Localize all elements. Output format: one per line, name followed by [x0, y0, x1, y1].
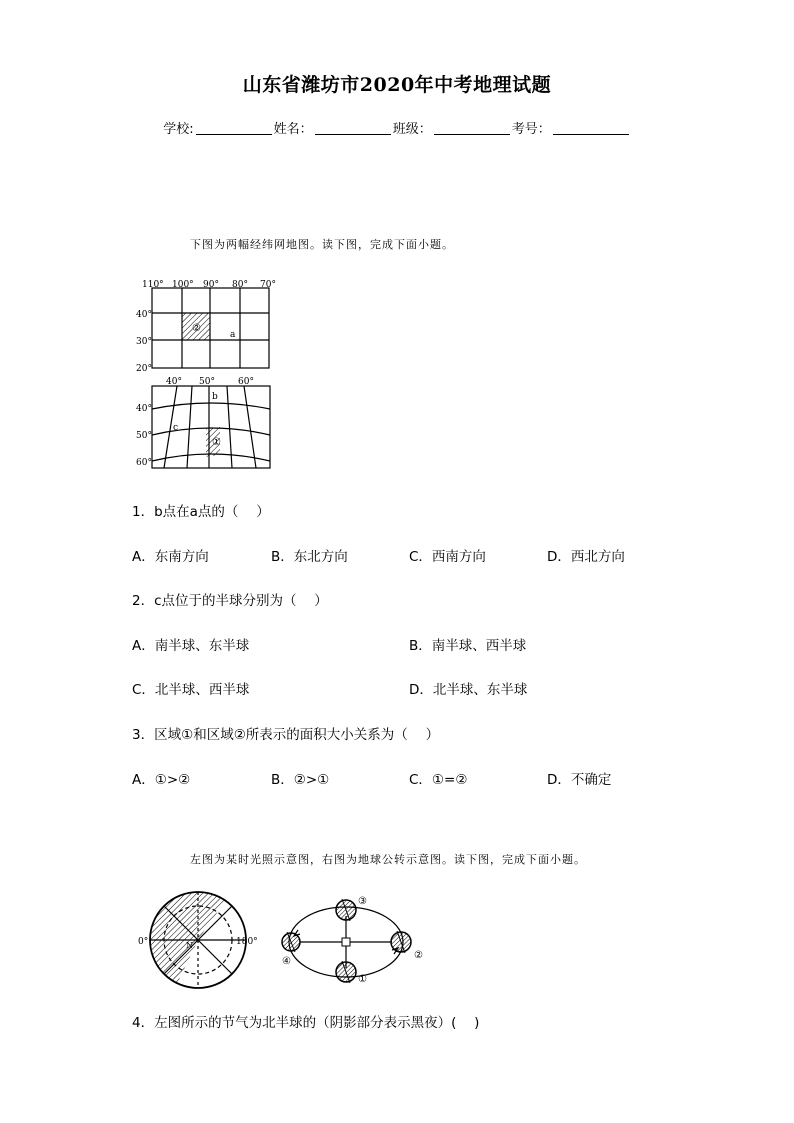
lon-label: 40°: [166, 377, 182, 387]
lon-label: 110°: [142, 280, 164, 290]
lon-label: 70°: [260, 280, 276, 290]
lat-label: 40°: [136, 404, 152, 414]
grid-lines: [152, 288, 269, 368]
lat-label: 40°: [136, 310, 152, 320]
lat-label: 30°: [136, 337, 152, 347]
position-2-label: ②: [414, 950, 423, 961]
student-info-line: [0, 118, 794, 137]
class-label: 班级：: [392, 122, 432, 137]
question-3-option-d[interactable]: D．不确定: [547, 772, 612, 788]
illumination-diagram: [136, 886, 260, 992]
graticule-map-1: [132, 276, 282, 374]
question-2-option-a[interactable]: A．南半球、东半球: [132, 638, 250, 654]
region-label: ①: [212, 437, 221, 448]
class-blank[interactable]: [434, 122, 510, 135]
position-1-label: ①: [358, 974, 367, 985]
point-a-label: a: [230, 330, 236, 340]
exam-no-label: 考号：: [511, 122, 551, 137]
question-3-option-c[interactable]: C．①=②: [409, 772, 468, 788]
lon-label: 50°: [199, 377, 215, 387]
question-2-option-b[interactable]: B．南半球、西半球: [409, 638, 527, 654]
page-title: 山东省潍坊市2020年中考地理试题: [242, 74, 552, 96]
question-2-stem: 2．c点位于的半球分别为（ ）: [132, 593, 328, 609]
question-1-option-c[interactable]: C．西南方向: [409, 549, 486, 565]
name-blank[interactable]: [315, 122, 391, 135]
earth-icon: [391, 931, 411, 953]
sun-icon: [342, 938, 350, 946]
name-label: 姓名：: [273, 122, 313, 137]
lat-label: 50°: [136, 431, 152, 441]
school-blank[interactable]: [196, 122, 272, 135]
question-1-option-a[interactable]: A．东南方向: [132, 549, 209, 565]
lon-label: 90°: [203, 280, 219, 290]
lon-label: 80°: [232, 280, 248, 290]
earth-icon: [336, 961, 356, 983]
question-1-stem: 1．b点在a点的（ ）: [132, 504, 270, 520]
region-label: ②: [192, 323, 201, 334]
lat-label: 60°: [136, 458, 152, 468]
question-2-option-d[interactable]: D．北半球、东半球: [409, 682, 528, 698]
point-c-label: c: [173, 423, 179, 433]
exam-no-blank[interactable]: [553, 122, 629, 135]
longitude-0-label: 0°: [138, 937, 149, 947]
north-pole-label: N: [186, 941, 193, 950]
graticule-map-2: [132, 373, 282, 473]
position-4-label: ④: [282, 956, 291, 967]
orbit-diagram: [280, 890, 430, 990]
question-1-option-d[interactable]: D．西北方向: [547, 549, 625, 565]
lon-label: 100°: [172, 280, 194, 290]
intro-text-2: 左图为某时光照示意图，右图为地球公转示意图。读下图，完成下面小题。: [190, 853, 586, 866]
question-1-option-b[interactable]: B．东北方向: [271, 549, 348, 565]
question-4-stem: 4．左图所示的节气为北半球的（阴影部分表示黑夜）( ): [132, 1015, 480, 1031]
question-3-option-a[interactable]: A．①>②: [132, 772, 191, 788]
school-label: 学校:: [163, 122, 194, 137]
intro-text-1: 下图为两幅经纬网地图。读下图，完成下面小题。: [190, 238, 454, 251]
position-3-label: ③: [358, 896, 367, 907]
lat-label: 20°: [136, 364, 152, 374]
lon-label: 60°: [238, 377, 254, 387]
question-2-option-c[interactable]: C．北半球、西半球: [132, 682, 250, 698]
earth-icon: [336, 899, 356, 921]
earth-icon: [282, 932, 300, 952]
question-3-stem: 3．区域①和区域②所表示的面积大小关系为（ ）: [132, 727, 440, 743]
question-3-option-b[interactable]: B．②>①: [271, 772, 330, 788]
longitude-180-label: 180°: [236, 937, 258, 947]
night-region: [150, 891, 226, 940]
point-b-label: b: [212, 392, 218, 402]
